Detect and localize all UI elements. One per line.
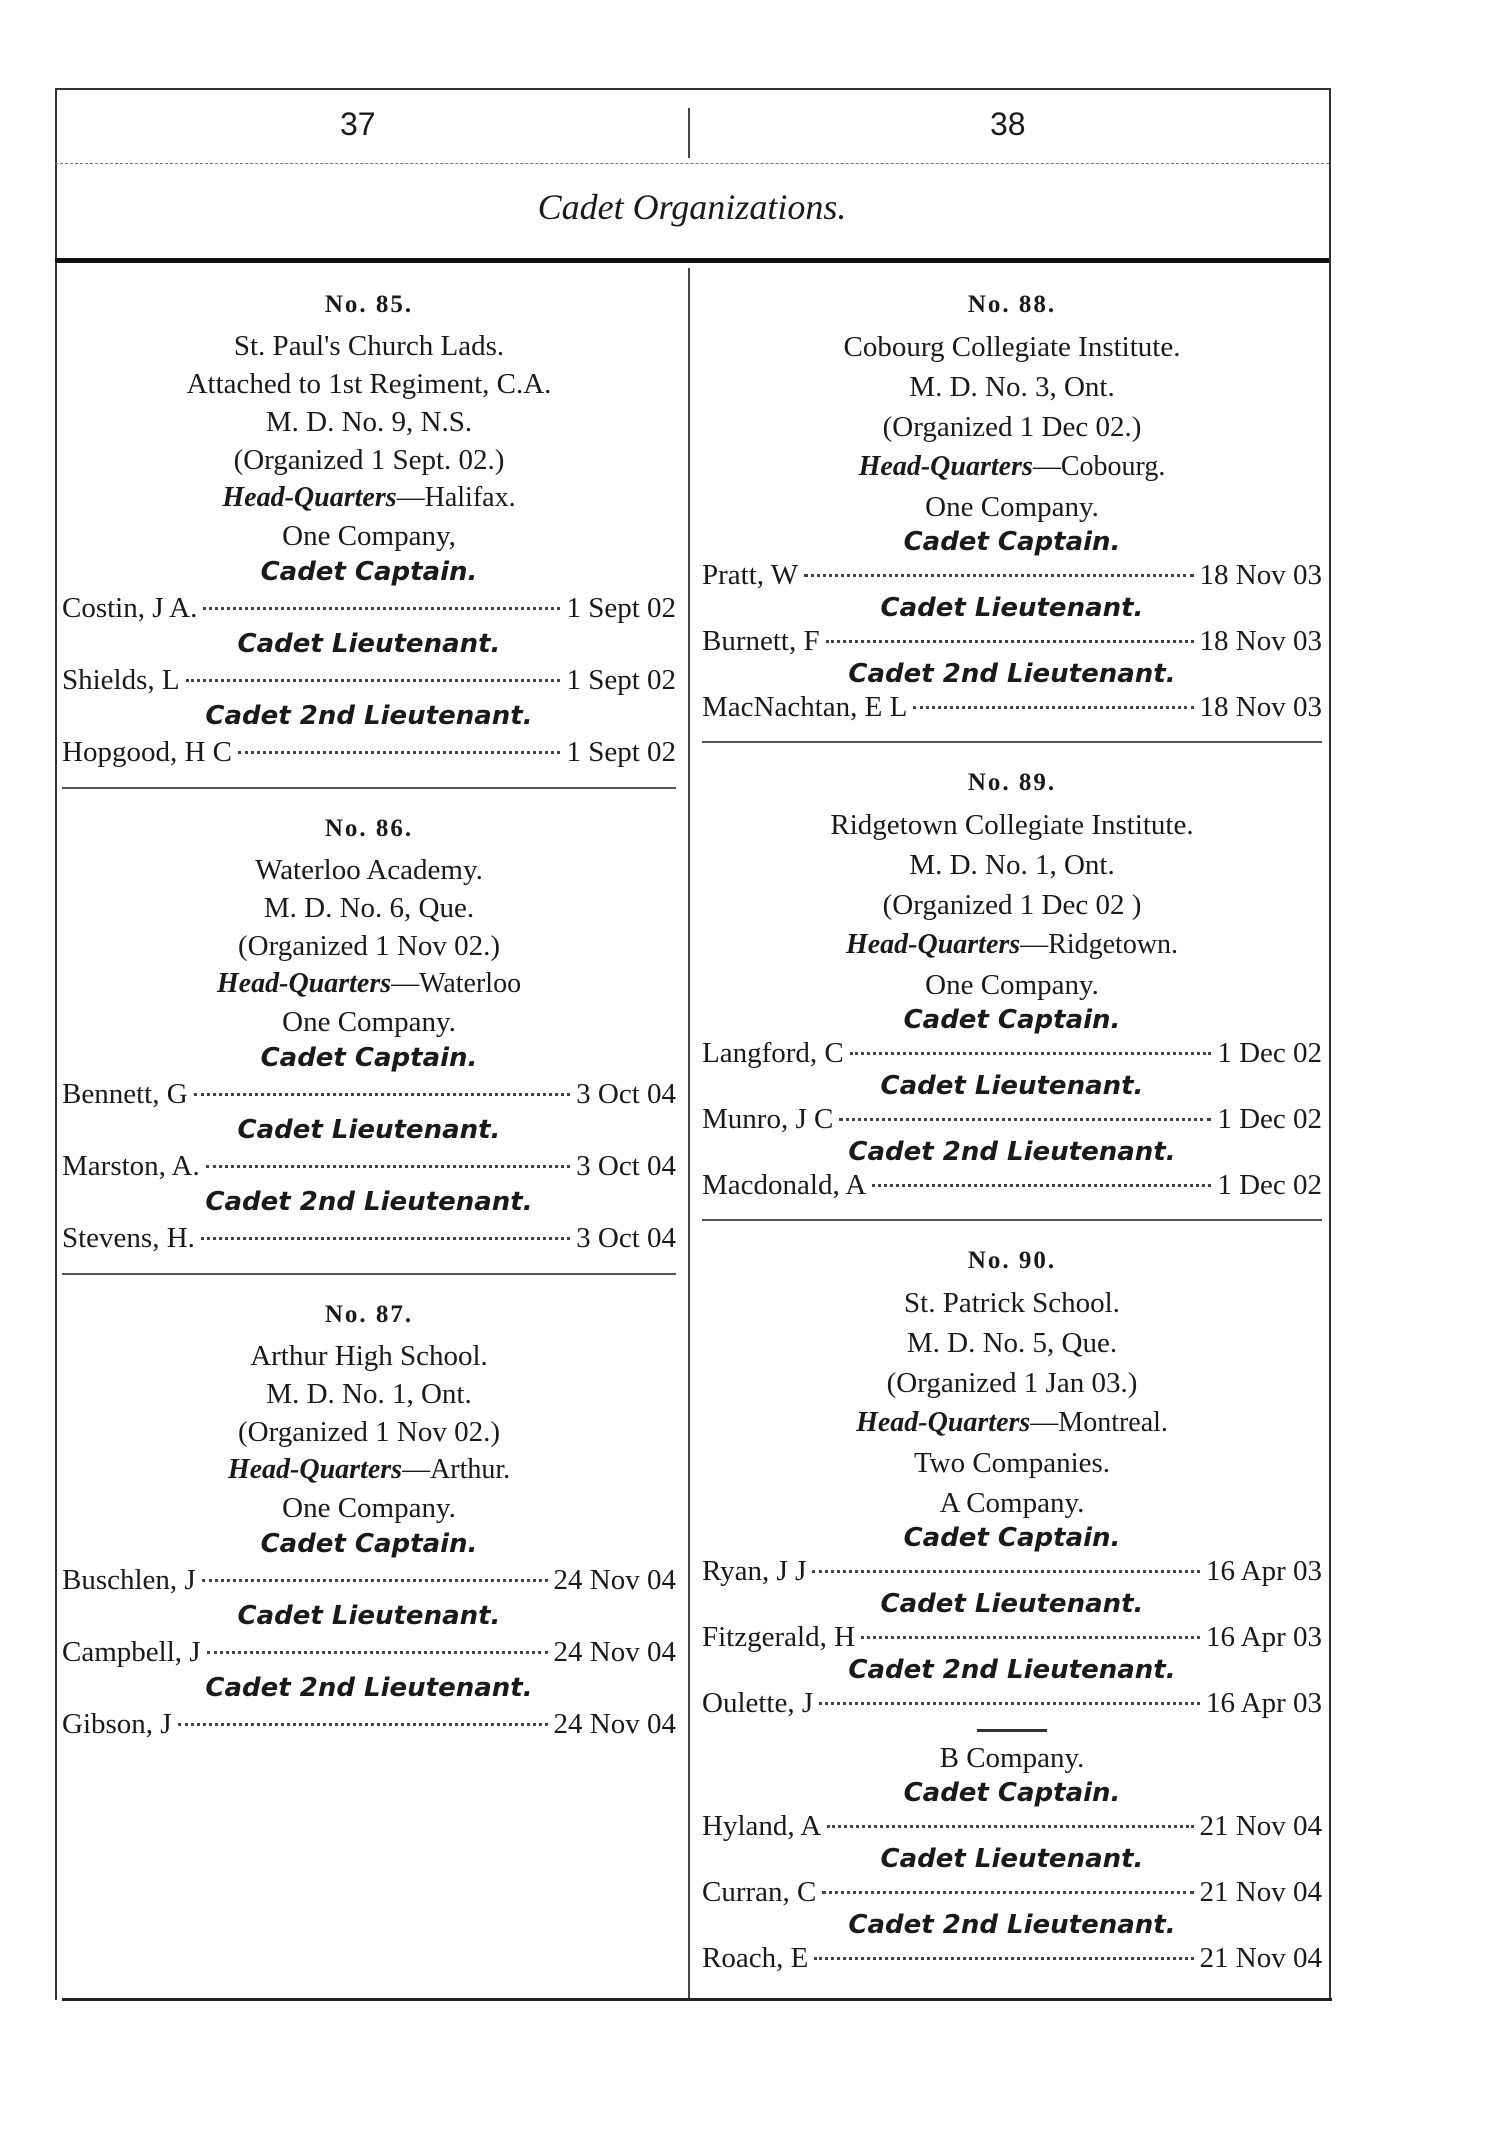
dot-leader	[238, 751, 560, 754]
headquarters-label: Head-Quarters	[856, 1407, 1031, 1438]
cadet-unit	[62, 1293, 676, 1743]
officer-rank: Cadet Captain.	[903, 1778, 1121, 1808]
appointment-date: 21 Nov 04	[1199, 1810, 1322, 1842]
appointment-date: 1 Dec 02	[1217, 1103, 1322, 1135]
appointment-date: 18 Nov 03	[1199, 559, 1322, 591]
headquarters-label: Head-Quarters	[845, 929, 1021, 960]
appointment-date: 1 Dec 02	[1217, 1169, 1322, 1201]
headquarters-label: Head-Quarters	[858, 451, 1033, 482]
officer-row	[702, 557, 1322, 593]
officer-name: Marston, A.	[62, 1150, 200, 1182]
column-divider	[688, 268, 690, 1998]
officer-row	[702, 1035, 1322, 1071]
unit-detail: St. Patrick School.	[904, 1287, 1120, 1319]
header-rule	[55, 258, 1329, 263]
dot-leader	[812, 1570, 1200, 1573]
headquarters-place: —Arthur.	[402, 1454, 511, 1485]
unit-detail: M. D. No. 3, Ont.	[909, 371, 1115, 403]
appointment-date: 3 Oct 04	[576, 1222, 676, 1254]
officer-name: Stevens, H.	[62, 1222, 195, 1254]
officer-rank: Cadet Captain.	[903, 1523, 1121, 1553]
appointment-date: 24 Nov 04	[553, 1636, 676, 1668]
officer-name: Langford, C	[702, 1037, 844, 1069]
page-number-left: 37	[340, 106, 376, 142]
officer-row	[62, 1561, 676, 1599]
top-rule	[55, 88, 1329, 90]
officer-name: Campbell, J	[62, 1636, 201, 1668]
officer-rank: Cadet 2nd Lieutenant.	[848, 1137, 1176, 1167]
unit-detail: M. D. No. 6, Que.	[263, 892, 475, 924]
dot-leader	[913, 706, 1193, 709]
unit-detail: St. Paul's Church Lads.	[233, 330, 505, 362]
officer-row	[62, 1075, 676, 1113]
appointment-date: 18 Nov 03	[1199, 625, 1322, 657]
headquarters-place: —Waterloo	[391, 968, 522, 999]
company-count: One Company.	[282, 1006, 456, 1038]
officer-name: Oulette, J	[702, 1687, 814, 1719]
officer-name: Shields, L	[62, 664, 180, 696]
appointment-date: 18 Nov 03	[1199, 691, 1322, 723]
officer-rank: Cadet 2nd Lieutenant.	[205, 1187, 533, 1217]
company-name: A Company.	[939, 1487, 1085, 1519]
header-divider	[55, 163, 1329, 164]
appointment-date: 24 Nov 04	[553, 1564, 676, 1596]
appointment-date: 24 Nov 04	[553, 1708, 676, 1740]
officer-row	[702, 1874, 1322, 1910]
officer-rank: Cadet 2nd Lieutenant.	[205, 701, 533, 731]
appointment-date: 3 Oct 04	[576, 1078, 676, 1110]
officer-rank: Cadet Captain.	[260, 1529, 478, 1559]
cadet-unit	[702, 1239, 1322, 1976]
cadet-unit	[62, 807, 676, 1257]
unit-detail: (Organized 1 Dec 02.)	[882, 411, 1142, 443]
dot-leader	[826, 640, 1194, 643]
unit-detail: M. D. No. 9, N.S.	[265, 406, 473, 438]
unit-detail: (Organized 1 Sept. 02.)	[233, 444, 505, 476]
dot-leader	[827, 1825, 1193, 1828]
unit-number: No. 86.	[324, 815, 414, 842]
officer-name: Gibson, J	[62, 1708, 172, 1740]
headquarters	[62, 965, 676, 1003]
dot-leader	[861, 1636, 1200, 1639]
unit-detail: M. D. No. 5, Que.	[906, 1327, 1118, 1359]
unit-number: No. 89.	[967, 769, 1057, 796]
officer-row	[702, 1553, 1322, 1589]
headquarters-place: —Cobourg.	[1032, 451, 1166, 482]
page-number-right: 38	[990, 106, 1026, 142]
headquarters	[62, 1451, 676, 1489]
officer-name: Hopgood, H C	[62, 736, 232, 768]
dot-leader	[207, 1651, 548, 1654]
officer-row	[702, 1101, 1322, 1137]
headquarters	[62, 479, 676, 517]
officer-row	[62, 589, 676, 627]
dot-leader	[819, 1702, 1200, 1705]
dot-leader	[194, 1093, 570, 1096]
company-name: B Company.	[939, 1742, 1085, 1774]
dot-leader	[203, 607, 560, 610]
dot-leader	[206, 1165, 570, 1168]
dot-leader	[201, 1237, 570, 1240]
appointment-date: 16 Apr 03	[1206, 1621, 1322, 1653]
bottom-rule	[62, 1998, 1332, 2001]
unit-number: No. 87.	[324, 1301, 414, 1328]
unit-detail: M. D. No. 1, Ont.	[909, 849, 1115, 881]
cadet-unit	[702, 761, 1322, 1203]
headquarters-place: —Halifax.	[396, 482, 516, 513]
officer-rank: Cadet Lieutenant.	[880, 593, 1144, 623]
unit-detail: Attached to 1st Regiment, C.A.	[186, 368, 552, 400]
page-number-divider	[688, 108, 690, 158]
company-count: One Company.	[925, 491, 1099, 523]
dot-leader	[822, 1891, 1193, 1894]
officer-rank: Cadet Lieutenant.	[237, 1601, 501, 1631]
officer-name: Curran, C	[702, 1876, 817, 1908]
dot-leader	[202, 1579, 548, 1582]
officer-name: Fitzgerald, H	[702, 1621, 856, 1653]
dot-leader	[872, 1184, 1211, 1187]
headquarters	[702, 1403, 1322, 1443]
officer-name: Munro, J C	[702, 1103, 834, 1135]
dot-leader	[178, 1723, 548, 1726]
unit-detail: (Organized 1 Nov 02.)	[237, 930, 500, 962]
officer-rank: Cadet Lieutenant.	[237, 629, 501, 659]
company-count: Two Companies.	[913, 1447, 1111, 1479]
officer-row	[702, 1685, 1322, 1721]
page-title: Cadet Organizations.	[537, 187, 847, 227]
unit-detail: (Organized 1 Nov 02.)	[237, 1416, 500, 1448]
officer-name: Hyland, A	[702, 1810, 822, 1842]
headquarters	[702, 447, 1322, 487]
officer-rank: Cadet 2nd Lieutenant.	[848, 659, 1176, 689]
officer-row	[62, 733, 676, 771]
dot-leader	[804, 574, 1193, 577]
officer-row	[702, 1167, 1322, 1203]
officer-name: Pratt, W	[702, 559, 799, 591]
appointment-date: 16 Apr 03	[1206, 1687, 1322, 1719]
company-count: One Company,	[282, 520, 456, 552]
unit-detail: Ridgetown Collegiate Institute.	[830, 809, 1194, 841]
officer-row	[62, 1219, 676, 1257]
officer-name: MacNachtan, E L	[702, 691, 908, 723]
unit-number: No. 85.	[324, 291, 414, 318]
officer-rank: Cadet Lieutenant.	[237, 1115, 501, 1145]
unit-number: No. 88.	[967, 291, 1057, 318]
cadet-unit	[702, 283, 1322, 725]
unit-number: No. 90.	[967, 1247, 1057, 1274]
officer-name: Bennett, G	[62, 1078, 188, 1110]
officer-name: Burnett, F	[702, 625, 820, 657]
officer-name: Macdonald, A	[702, 1169, 867, 1201]
officer-rank: Cadet 2nd Lieutenant.	[848, 1910, 1176, 1940]
unit-detail: Cobourg Collegiate Institute.	[843, 331, 1181, 363]
officer-row	[702, 1619, 1322, 1655]
officer-rank: Cadet Captain.	[903, 1005, 1121, 1035]
officer-rank: Cadet Lieutenant.	[880, 1071, 1144, 1101]
unit-separator	[702, 1219, 1322, 1221]
appointment-date: 1 Sept 02	[566, 592, 676, 624]
officer-row	[62, 1633, 676, 1671]
unit-detail: (Organized 1 Jan 03.)	[886, 1367, 1138, 1399]
officer-name: Costin, J A.	[62, 592, 198, 624]
cadet-unit	[62, 283, 676, 771]
appointment-date: 21 Nov 04	[1199, 1876, 1322, 1908]
dot-leader	[814, 1957, 1193, 1960]
company-separator	[977, 1729, 1047, 1732]
headquarters-label: Head-Quarters	[227, 1454, 403, 1485]
unit-detail: (Organized 1 Dec 02 )	[882, 889, 1142, 921]
unit-detail: Waterloo Academy.	[255, 854, 483, 886]
officer-rank: Cadet Captain.	[903, 527, 1121, 557]
officer-row	[702, 689, 1322, 725]
headquarters-place: —Montreal.	[1030, 1407, 1168, 1438]
appointment-date: 1 Sept 02	[566, 736, 676, 768]
unit-detail: M. D. No. 1, Ont.	[266, 1378, 472, 1410]
dot-leader	[839, 1118, 1211, 1121]
dot-leader	[850, 1052, 1212, 1055]
appointment-date: 1 Sept 02	[566, 664, 676, 696]
appointment-date: 3 Oct 04	[576, 1150, 676, 1182]
appointment-date: 21 Nov 04	[1199, 1942, 1322, 1974]
company-count: One Company.	[925, 969, 1099, 1001]
officer-row	[62, 661, 676, 699]
officer-name: Buschlen, J	[62, 1564, 196, 1596]
officer-rank: Cadet Captain.	[260, 557, 478, 587]
unit-separator	[702, 741, 1322, 743]
company-count: One Company.	[282, 1492, 456, 1524]
officer-rank: Cadet 2nd Lieutenant.	[848, 1655, 1176, 1685]
headquarters-place: —Ridgetown.	[1020, 929, 1179, 960]
unit-separator	[62, 787, 676, 789]
officer-row	[702, 623, 1322, 659]
headquarters-label: Head-Quarters	[216, 968, 392, 999]
officer-rank: Cadet 2nd Lieutenant.	[205, 1673, 533, 1703]
unit-separator	[62, 1273, 676, 1275]
officer-row	[62, 1147, 676, 1185]
headquarters	[702, 925, 1322, 965]
right-column	[702, 283, 1322, 1976]
unit-detail: Arthur High School.	[250, 1340, 488, 1372]
officer-rank: Cadet Captain.	[260, 1043, 478, 1073]
officer-row	[62, 1705, 676, 1743]
officer-rank: Cadet Lieutenant.	[880, 1844, 1144, 1874]
officer-name: Ryan, J J	[702, 1555, 807, 1587]
appointment-date: 16 Apr 03	[1206, 1555, 1322, 1587]
appointment-date: 1 Dec 02	[1217, 1037, 1322, 1069]
left-column	[62, 283, 676, 1743]
officer-row	[702, 1940, 1322, 1976]
dot-leader	[186, 679, 561, 682]
officer-rank: Cadet Lieutenant.	[880, 1589, 1144, 1619]
officer-name: Roach, E	[702, 1942, 809, 1974]
officer-row	[702, 1808, 1322, 1844]
headquarters-label: Head-Quarters	[222, 482, 397, 513]
